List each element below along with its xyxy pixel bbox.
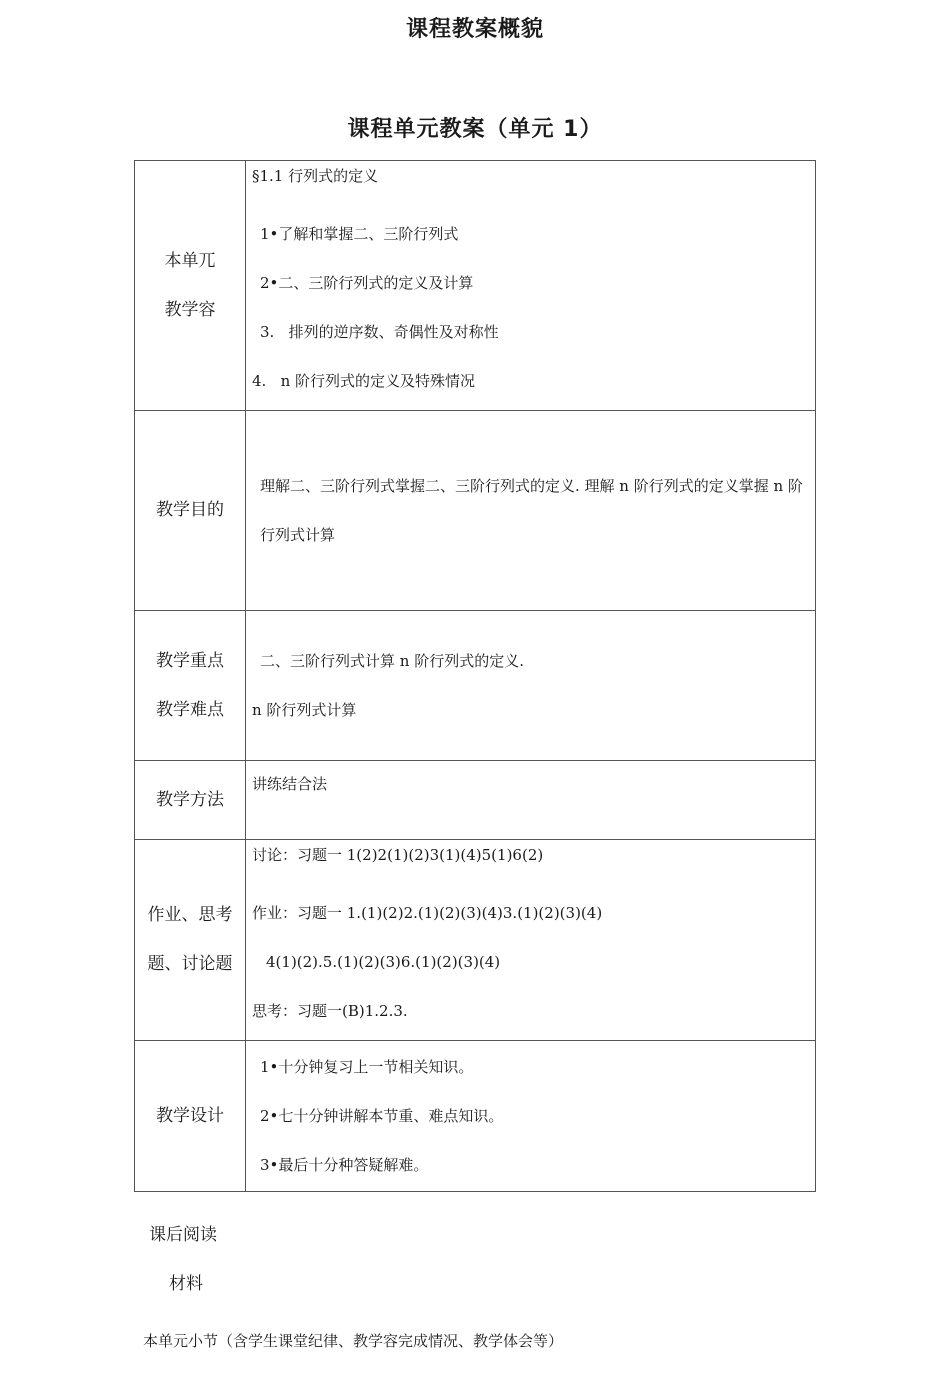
key-point-line: 二、三阶行列式计算 n 阶行列式的定义. xyxy=(260,651,524,670)
row-key-points xyxy=(135,611,816,761)
lesson-plan-table xyxy=(134,160,816,1192)
after-class-material-label: 材料 xyxy=(169,1274,203,1294)
unit-content-cell xyxy=(246,161,816,411)
document-title: 课程教案概貌 xyxy=(405,17,544,42)
after-class-reading-label: 课后阅读 xyxy=(149,1225,217,1245)
row-homework xyxy=(135,840,816,1041)
content-line: 3. 排列的逆序数、奇偶性及对称性 xyxy=(260,323,499,341)
row-content xyxy=(135,161,816,411)
unit-title: 课程单元教案（单元 1） xyxy=(347,117,603,142)
homework-cell xyxy=(246,840,816,1041)
row-method xyxy=(135,761,816,840)
content-line: 4. n 阶行列式的定义及特殊情况 xyxy=(252,372,476,390)
homework-line: 4(1)(2).5.(1)(2)(3)6.(1)(2)(3)(4) xyxy=(266,953,501,971)
unit-summary-label: 本单元小节（含学生课堂纪律、教学容完成情况、教学体会等） xyxy=(143,1332,564,1350)
objective-cell xyxy=(246,411,816,611)
objective-text: 理解二、三阶行列式掌握二、三阶行列式的定义. 理解 n 阶行列式的定义掌握 n 阶行列式计算 xyxy=(260,476,803,544)
content-line: 2•二、三阶行列式的定义及计算 xyxy=(260,274,474,292)
label-objective: 教学目的 xyxy=(135,411,246,611)
row-design xyxy=(135,1041,816,1192)
method-cell xyxy=(246,761,816,840)
label-key-difficult: 教学重点 教学难点 xyxy=(135,611,246,761)
difficult-point-line: n 阶行列式计算 xyxy=(252,700,357,719)
label-method: 教学方法 xyxy=(135,761,246,840)
row-objective xyxy=(135,411,816,611)
design-cell xyxy=(246,1041,816,1192)
homework-line: 讨论：习题一 1(2)2(1)(2)3(1)(4)5(1)6(2) xyxy=(252,846,544,864)
label-design: 教学设计 xyxy=(135,1041,246,1192)
design-line: 2•七十分钟讲解本节重、难点知识。 xyxy=(260,1106,504,1125)
content-line: 1•了解和掌握二、三阶行列式 xyxy=(260,225,459,243)
homework-line: 思考：习题一(B)1.2.3. xyxy=(252,1002,408,1020)
homework-line: 作业：习题一 1.(1)(2)2.(1)(2)(3)(4)3.(1)(2)(3)(4) xyxy=(252,904,603,922)
label-homework: 作业、思考 题、讨论题 xyxy=(135,840,246,1041)
key-points-cell xyxy=(246,611,816,761)
content-line: §1.1 行列式的定义 xyxy=(252,167,379,185)
design-line: 1•十分钟复习上一节相关知识。 xyxy=(260,1057,474,1076)
label-unit-content: 本单兀 教学容 xyxy=(135,161,246,411)
design-line: 3•最后十分种答疑解难。 xyxy=(260,1155,429,1174)
method-text: 讲练结合法 xyxy=(252,775,328,793)
